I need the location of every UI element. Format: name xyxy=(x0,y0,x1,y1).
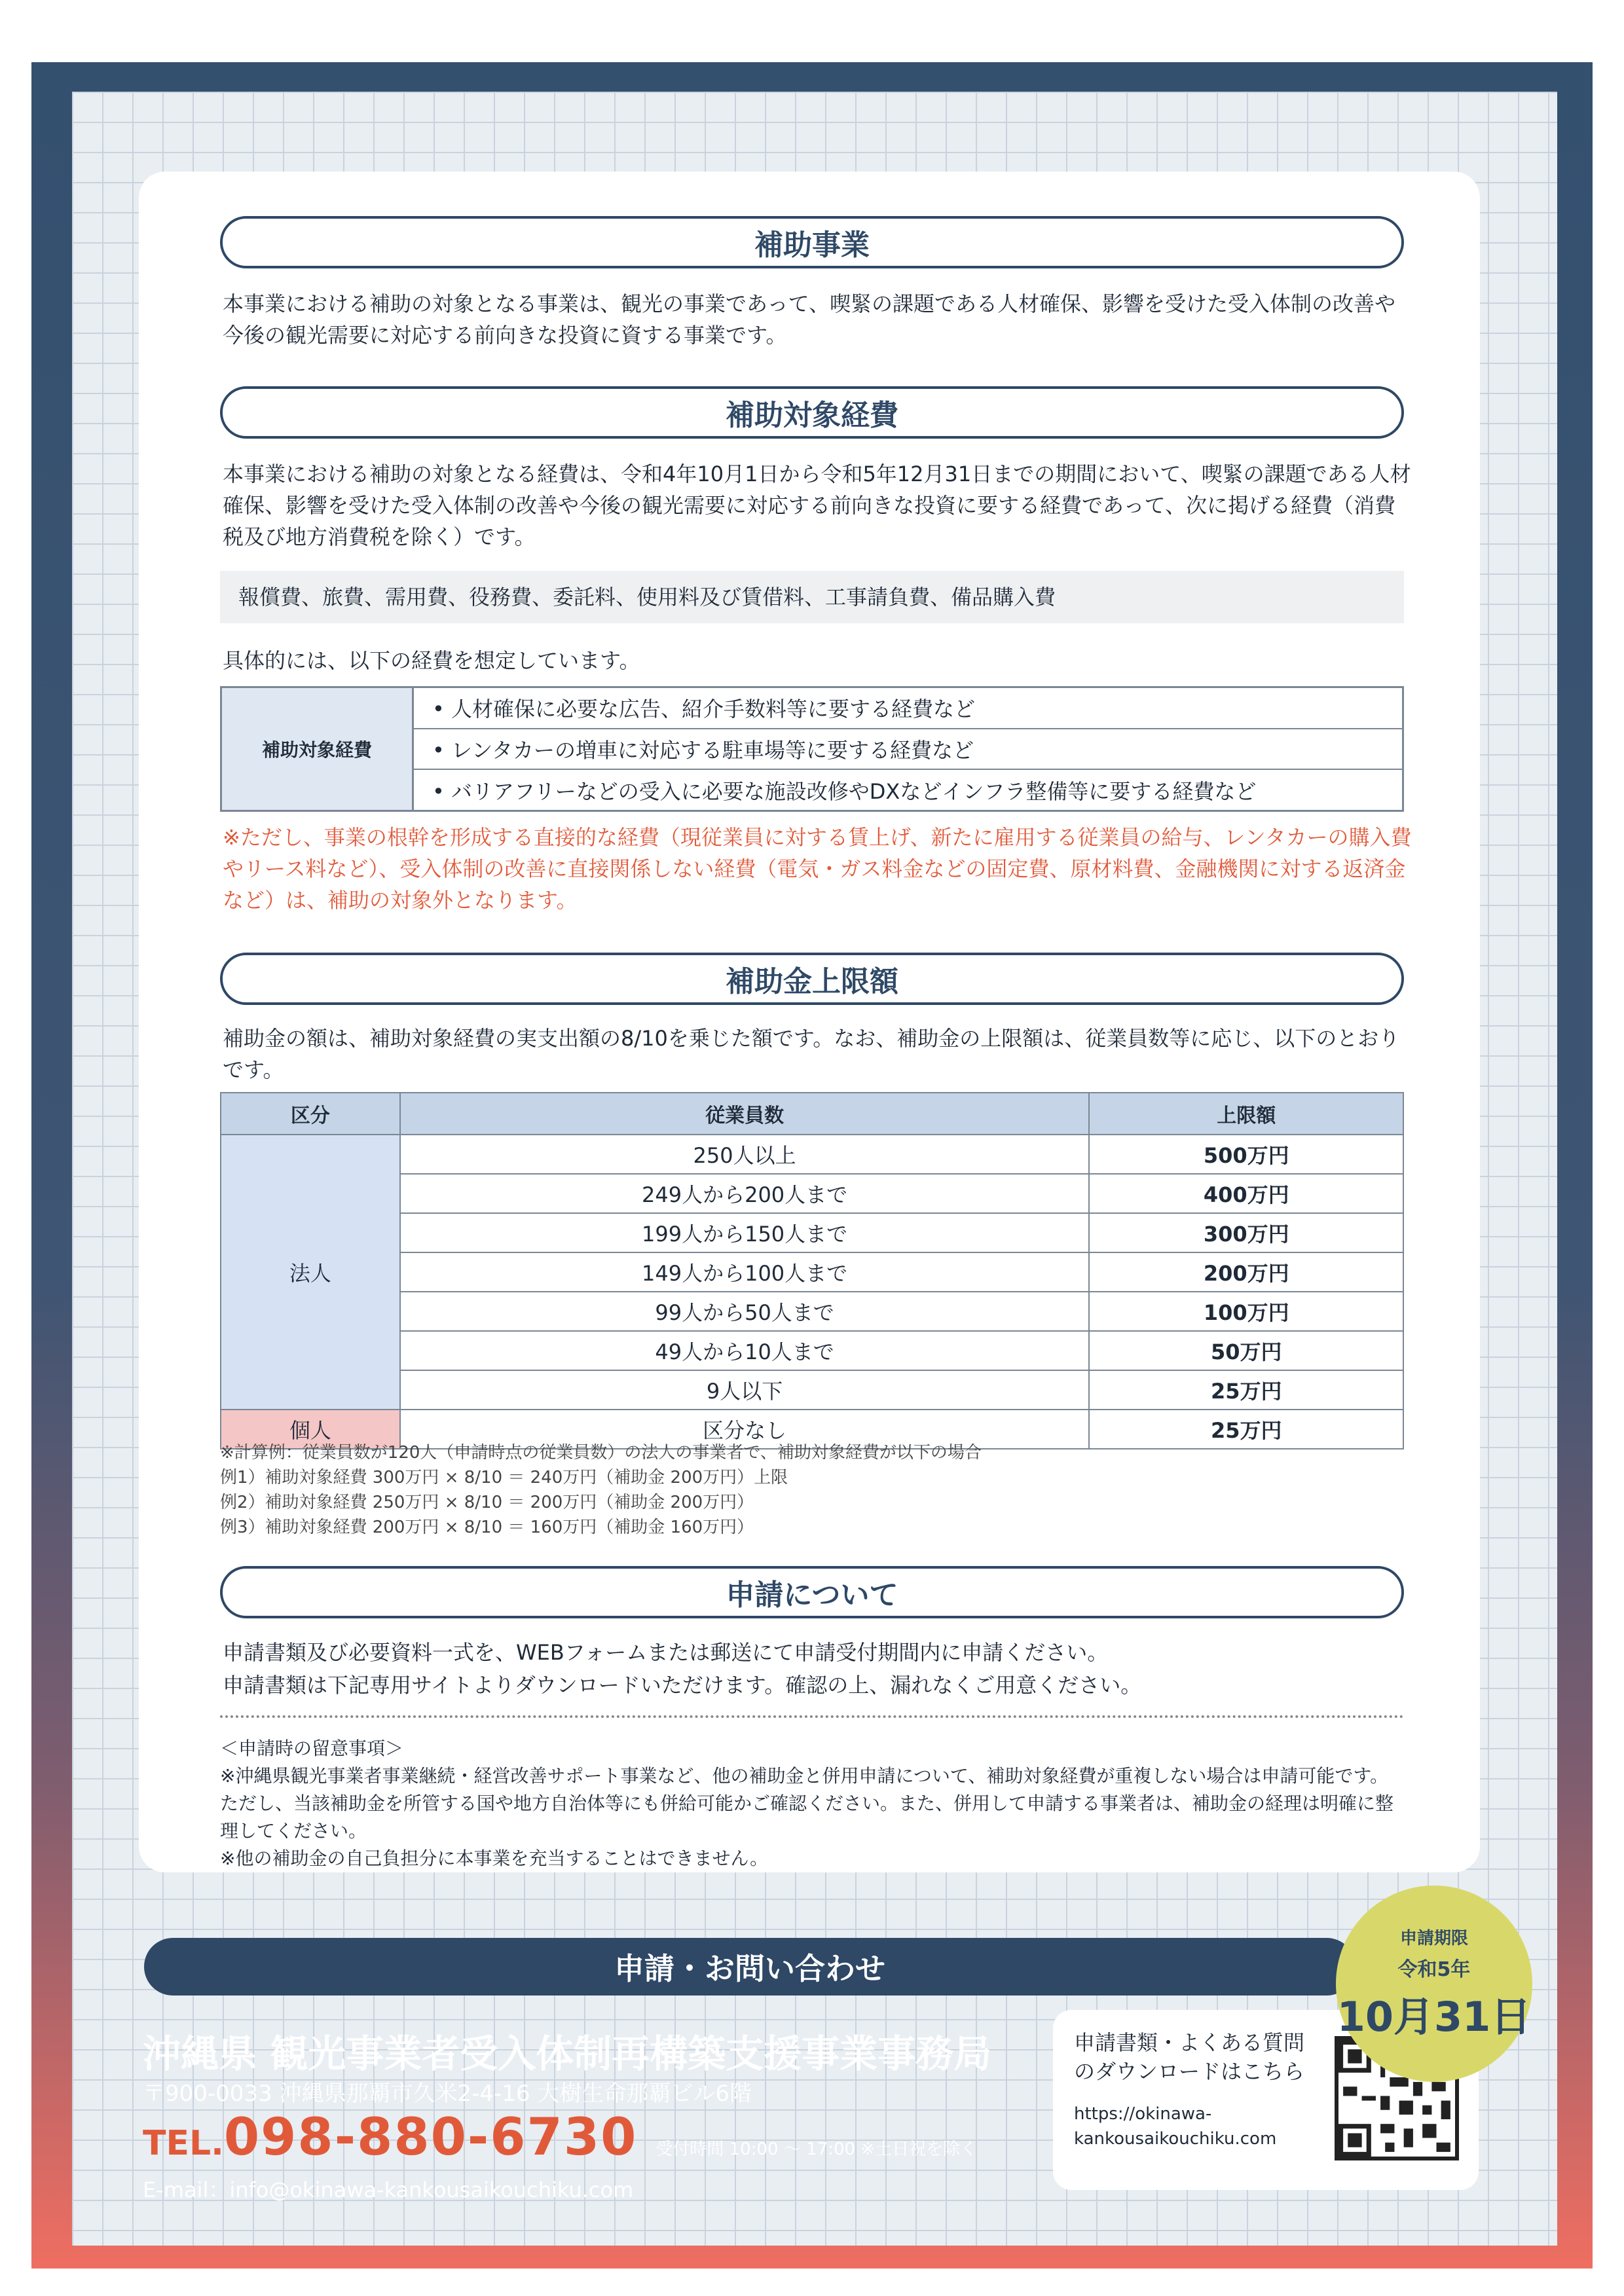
tel-prefix: TEL. xyxy=(143,2124,224,2163)
exclusion-note: ※ただし、事業の根幹を形成する直接的な経費（現従業員に対する賃上げ、新たに雇用する従業員の給与、レンタカーの購入費やリース料など）、受入体制の改善に直接関係しない経費（電気・ガス料金などの固定費、原材料費、金融機関に対する返済金など）は、補助の対象外となります。 xyxy=(223,825,1412,913)
section-title-application: 申請について xyxy=(220,1566,1404,1618)
employees-cell: 250人以上 xyxy=(400,1135,1090,1174)
note-item: ※他の補助金の自己負担分に本事業を充当することはできません。 xyxy=(220,1848,769,1869)
expense-row: • レンタカーの増車に対応する駐車場等に要する経費など xyxy=(414,729,1402,771)
reception-hours: 受付時間 10:00 ～ 17:00 ※土日祝を除く xyxy=(655,2140,978,2159)
calc-line: ※計算例：従業員数が120人（申請時点の従業員数）の法人の事業者で、補助対象経費が以下の場合 xyxy=(220,1443,982,1463)
deadline-date: 10月31日 xyxy=(1337,1993,1532,2041)
note-item: ※沖縄県観光事業者事業継続・経営改善サポート事業など、他の補助金と併用申請について、補助対象経費が重複しない場合は申請可能です。ただし、当該補助金を所管する国や地方自治体等にも併給可能かご確認ください。また、併用して申請する事業者は、補助金の経理は明確に整理してください。 xyxy=(220,1765,1394,1842)
application-line-2: 申請書類は下記専用サイトよりダウンロードいただけます。確認の上、漏れなくご用意ください。 xyxy=(223,1673,1142,1698)
limit-amount-cell: 25万円 xyxy=(1089,1370,1403,1410)
limit-amount-cell: 300万円 xyxy=(1089,1213,1403,1252)
employees-cell: 199人から150人まで xyxy=(400,1213,1090,1252)
calc-line: 例3）補助対象経費 200万円 × 8/10 ＝ 160万円（補助金 160万円） xyxy=(220,1518,754,1537)
contact-title-bar: 申請・お問い合わせ xyxy=(144,1938,1356,1995)
expense-row: • バリアフリーなどの受入に必要な施設改修やDXなどインフラ整備等に要する経費など xyxy=(432,778,1257,804)
deadline-badge xyxy=(1336,1886,1532,2082)
employees-cell: 9人以下 xyxy=(400,1370,1090,1410)
office-address: 〒900-0033 沖縄県那覇市久米2-4-16 大樹生命那覇ビル6階 xyxy=(143,2081,752,2107)
tel-number[interactable]: 098-880-6730 xyxy=(223,2108,638,2167)
limit-amount-cell: 100万円 xyxy=(1089,1292,1403,1331)
employees-cell: 49人から10人まで xyxy=(400,1331,1090,1370)
employees-cell: 149人から100人まで xyxy=(400,1252,1090,1292)
assumed-expenses-intro: 具体的には、以下の経費を想定しています。 xyxy=(223,648,640,673)
download-text: 申請書類・よくある質問のダウンロードはこちら xyxy=(1074,2030,1305,2084)
notes-title: ＜申請時の留意事項＞ xyxy=(220,1738,404,1759)
table-header-category: 区分 xyxy=(221,1093,400,1135)
eligible-expenses-text: 本事業における補助の対象となる経費は、令和4年10月1日から令和5年12月31日までの期間において、喫緊の課題である人材確保、影響を受けた受入体制の改善や今後の観光需要に対応する前向きな投資に要する経費であって、次に掲げる経費（消費税及び地方消費税を除く）です。 xyxy=(223,462,1411,549)
application-notes xyxy=(220,1735,1404,1872)
section-title-subsidy-project: 補助事業 xyxy=(220,216,1404,268)
calculation-examples xyxy=(220,1440,1404,1540)
section-title-eligible-expenses: 補助対象経費 xyxy=(220,386,1404,439)
application-line-1: 申請書類及び必要資料一式を、WEBフォームまたは郵送にて申請受付期間内に申請ください。 xyxy=(223,1640,1109,1665)
table-header-employees: 従業員数 xyxy=(400,1093,1090,1135)
employees-cell: 249人から200人まで xyxy=(400,1174,1090,1213)
expense-categories-band: 報償費、旅費、需用費、役務費、委託料、使用料及び賃借料、工事請負費、備品購入費 xyxy=(220,571,1404,623)
office-name: 沖縄県 観光事業者受入体制再構築支援事業事務局 xyxy=(143,2032,992,2076)
eligible-expenses-table xyxy=(220,686,1404,812)
category-individual: 個人 xyxy=(221,1410,400,1449)
subsidy-project-text: 本事業における補助の対象となる事業は、観光の事業であって、喫緊の課題である人材確保、影響を受けた受入体制の改善や今後の観光需要に対応する前向きな投資に資する事業です。 xyxy=(223,291,1396,348)
limit-amount-cell: 25万円 xyxy=(1089,1410,1403,1449)
email-address[interactable]: E-mail：info@okinawa-kankousaikouchiku.com xyxy=(143,2178,634,2202)
deadline-era: 令和5年 xyxy=(1397,1958,1471,1981)
section-title-subsidy-limit: 補助金上限額 xyxy=(220,953,1404,1005)
tel-block xyxy=(143,2108,977,2167)
deadline-label: 申請期限 xyxy=(1399,1929,1468,1948)
limit-amount-cell: 400万円 xyxy=(1089,1174,1403,1213)
limit-amount-cell: 200万円 xyxy=(1089,1252,1403,1292)
employees-cell: 区分なし xyxy=(400,1410,1090,1449)
download-url[interactable]: https://okinawa-kankousaikouchiku.com xyxy=(1074,2104,1277,2149)
calc-line: 例1）補助対象経費 300万円 × 8/10 ＝ 240万円（補助金 200万円）上限 xyxy=(220,1468,788,1487)
expense-row: • 人材確保に必要な広告、紹介手数料等に要する経費など xyxy=(414,688,1402,729)
subsidy-limit-table xyxy=(220,1092,1404,1449)
limit-amount-cell: 500万円 xyxy=(1089,1135,1403,1174)
category-corporation: 法人 xyxy=(221,1135,400,1410)
subsidy-limit-text: 補助金の額は、補助対象経費の実支出額の8/10を乗じた額です。なお、補助金の上限額は、従業員数等に応じ、以下のとおりです。 xyxy=(223,1026,1400,1082)
limit-amount-cell: 50万円 xyxy=(1089,1331,1403,1370)
dotted-divider xyxy=(220,1715,1404,1718)
eligible-expenses-table-label: 補助対象経費 xyxy=(222,688,414,810)
calc-line: 例2）補助対象経費 250万円 × 8/10 ＝ 200万円（補助金 200万円） xyxy=(220,1493,754,1512)
employees-cell: 99人から50人まで xyxy=(400,1292,1090,1331)
table-header-limit: 上限額 xyxy=(1089,1093,1403,1135)
